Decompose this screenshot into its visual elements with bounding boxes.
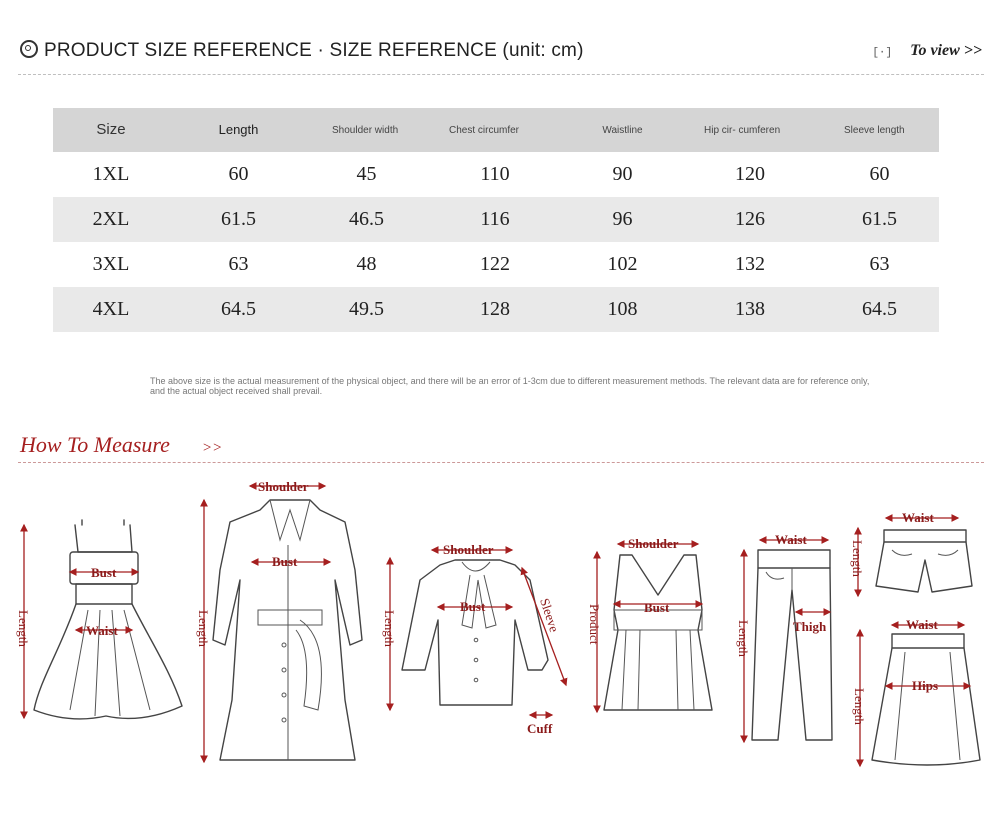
cell-shoulder: 45 <box>356 163 377 185</box>
trousers-waist-label: Waist <box>775 532 807 547</box>
vest-product-label: Product <box>587 604 602 645</box>
how-to-measure-arrow: >> <box>202 440 223 456</box>
header-sleeve: Sleeve length <box>844 124 905 136</box>
trousers-figure <box>736 532 832 742</box>
vest-figure <box>587 536 712 712</box>
dress-length-label: Length <box>16 610 31 647</box>
blouse-sleeve-label: Sleeve <box>537 596 563 634</box>
cell-sleeve: 61.5 <box>862 208 897 230</box>
cell-hip: 126 <box>735 208 765 230</box>
cell-sleeve: 63 <box>869 253 890 275</box>
table-row <box>53 197 939 242</box>
coat-shoulder-label: Shoulder <box>258 479 309 494</box>
to-view-link[interactable] <box>872 42 982 60</box>
header-size: Size <box>96 120 126 138</box>
cell-size: 4XL <box>92 298 130 320</box>
cell-size: 1XL <box>92 163 130 185</box>
measurement-illustrations <box>0 470 1000 800</box>
header-waistline: Waistline <box>602 124 643 136</box>
table-header <box>53 108 939 152</box>
shorts-figure <box>850 510 972 596</box>
cell-length: 64.5 <box>221 298 256 320</box>
cell-chest: 122 <box>480 253 510 275</box>
dress-waist-label: Waist <box>86 623 118 638</box>
size-table <box>53 108 939 332</box>
blouse-bust-label: Bust <box>460 599 486 614</box>
page-title-text: PRODUCT SIZE REFERENCE · SIZE REFERENCE (unit: cm) <box>44 40 584 61</box>
to-view-label[interactable]: To view >> <box>910 42 982 59</box>
header-shoulder: Shoulder width <box>332 124 399 136</box>
trousers-thigh-label: Thigh <box>793 619 827 634</box>
measurement-note: The above size is the actual measurement of the physical object, and there will be an error of 1-3cm due to different measurement methods. The relevant data are for reference only, and the actual object received shall prevail. <box>150 376 870 397</box>
cell-sleeve: 64.5 <box>862 298 897 320</box>
how-to-measure-title: How To Measure <box>20 432 170 457</box>
cell-shoulder: 46.5 <box>349 208 384 230</box>
header-hip: Hip cir- cumferen <box>704 124 781 136</box>
dress-bust-label: Bust <box>91 565 117 580</box>
skirt-waist-label: Waist <box>906 617 938 632</box>
target-icon <box>20 40 38 58</box>
trousers-length-label: Length <box>736 620 751 657</box>
cell-size: 2XL <box>92 208 130 230</box>
cell-waist: 102 <box>607 253 638 275</box>
header-chest: Chest circumfer <box>449 124 520 136</box>
cell-length: 60 <box>228 163 249 185</box>
blouse-length-label: Length <box>382 610 397 647</box>
cell-chest: 128 <box>480 298 510 320</box>
how-to-measure-divider <box>18 462 984 463</box>
cell-waist: 90 <box>612 163 633 185</box>
cell-waist: 108 <box>607 298 638 320</box>
table-row <box>53 287 939 332</box>
dress-figure <box>16 520 182 719</box>
view-bracket-icon: [·] <box>872 47 893 59</box>
blouse-cuff-label: Cuff <box>527 721 553 736</box>
cell-chest: 116 <box>480 208 510 230</box>
skirt-hips-label: Hips <box>912 678 939 693</box>
coat-figure <box>196 479 362 762</box>
cell-hip: 120 <box>735 163 765 185</box>
cell-hip: 132 <box>735 253 765 275</box>
blouse-figure <box>382 542 566 736</box>
shorts-length-label: Length <box>850 540 865 577</box>
vest-shoulder-label: Shoulder <box>628 536 679 551</box>
skirt-length-label: Length <box>852 688 867 725</box>
cell-hip: 138 <box>735 298 765 320</box>
cell-chest: 110 <box>480 163 510 185</box>
table-row <box>53 242 939 287</box>
cell-shoulder: 48 <box>356 253 377 275</box>
page-title <box>20 38 584 62</box>
cell-shoulder: 49.5 <box>349 298 384 320</box>
vest-bust-label: Bust <box>644 600 670 615</box>
cell-length: 63 <box>228 253 249 275</box>
cell-length: 61.5 <box>221 208 256 230</box>
coat-length-label: Length <box>196 610 211 647</box>
header-divider <box>18 74 984 75</box>
table-row <box>53 152 939 197</box>
skirt-figure <box>852 617 980 766</box>
cell-size: 3XL <box>92 253 130 275</box>
cell-sleeve: 60 <box>869 163 890 185</box>
header-length: Length <box>218 121 259 137</box>
blouse-shoulder-label: Shoulder <box>443 542 494 557</box>
shorts-waist-label: Waist <box>902 510 934 525</box>
cell-waist: 96 <box>612 208 633 230</box>
coat-bust-label: Bust <box>272 554 298 569</box>
